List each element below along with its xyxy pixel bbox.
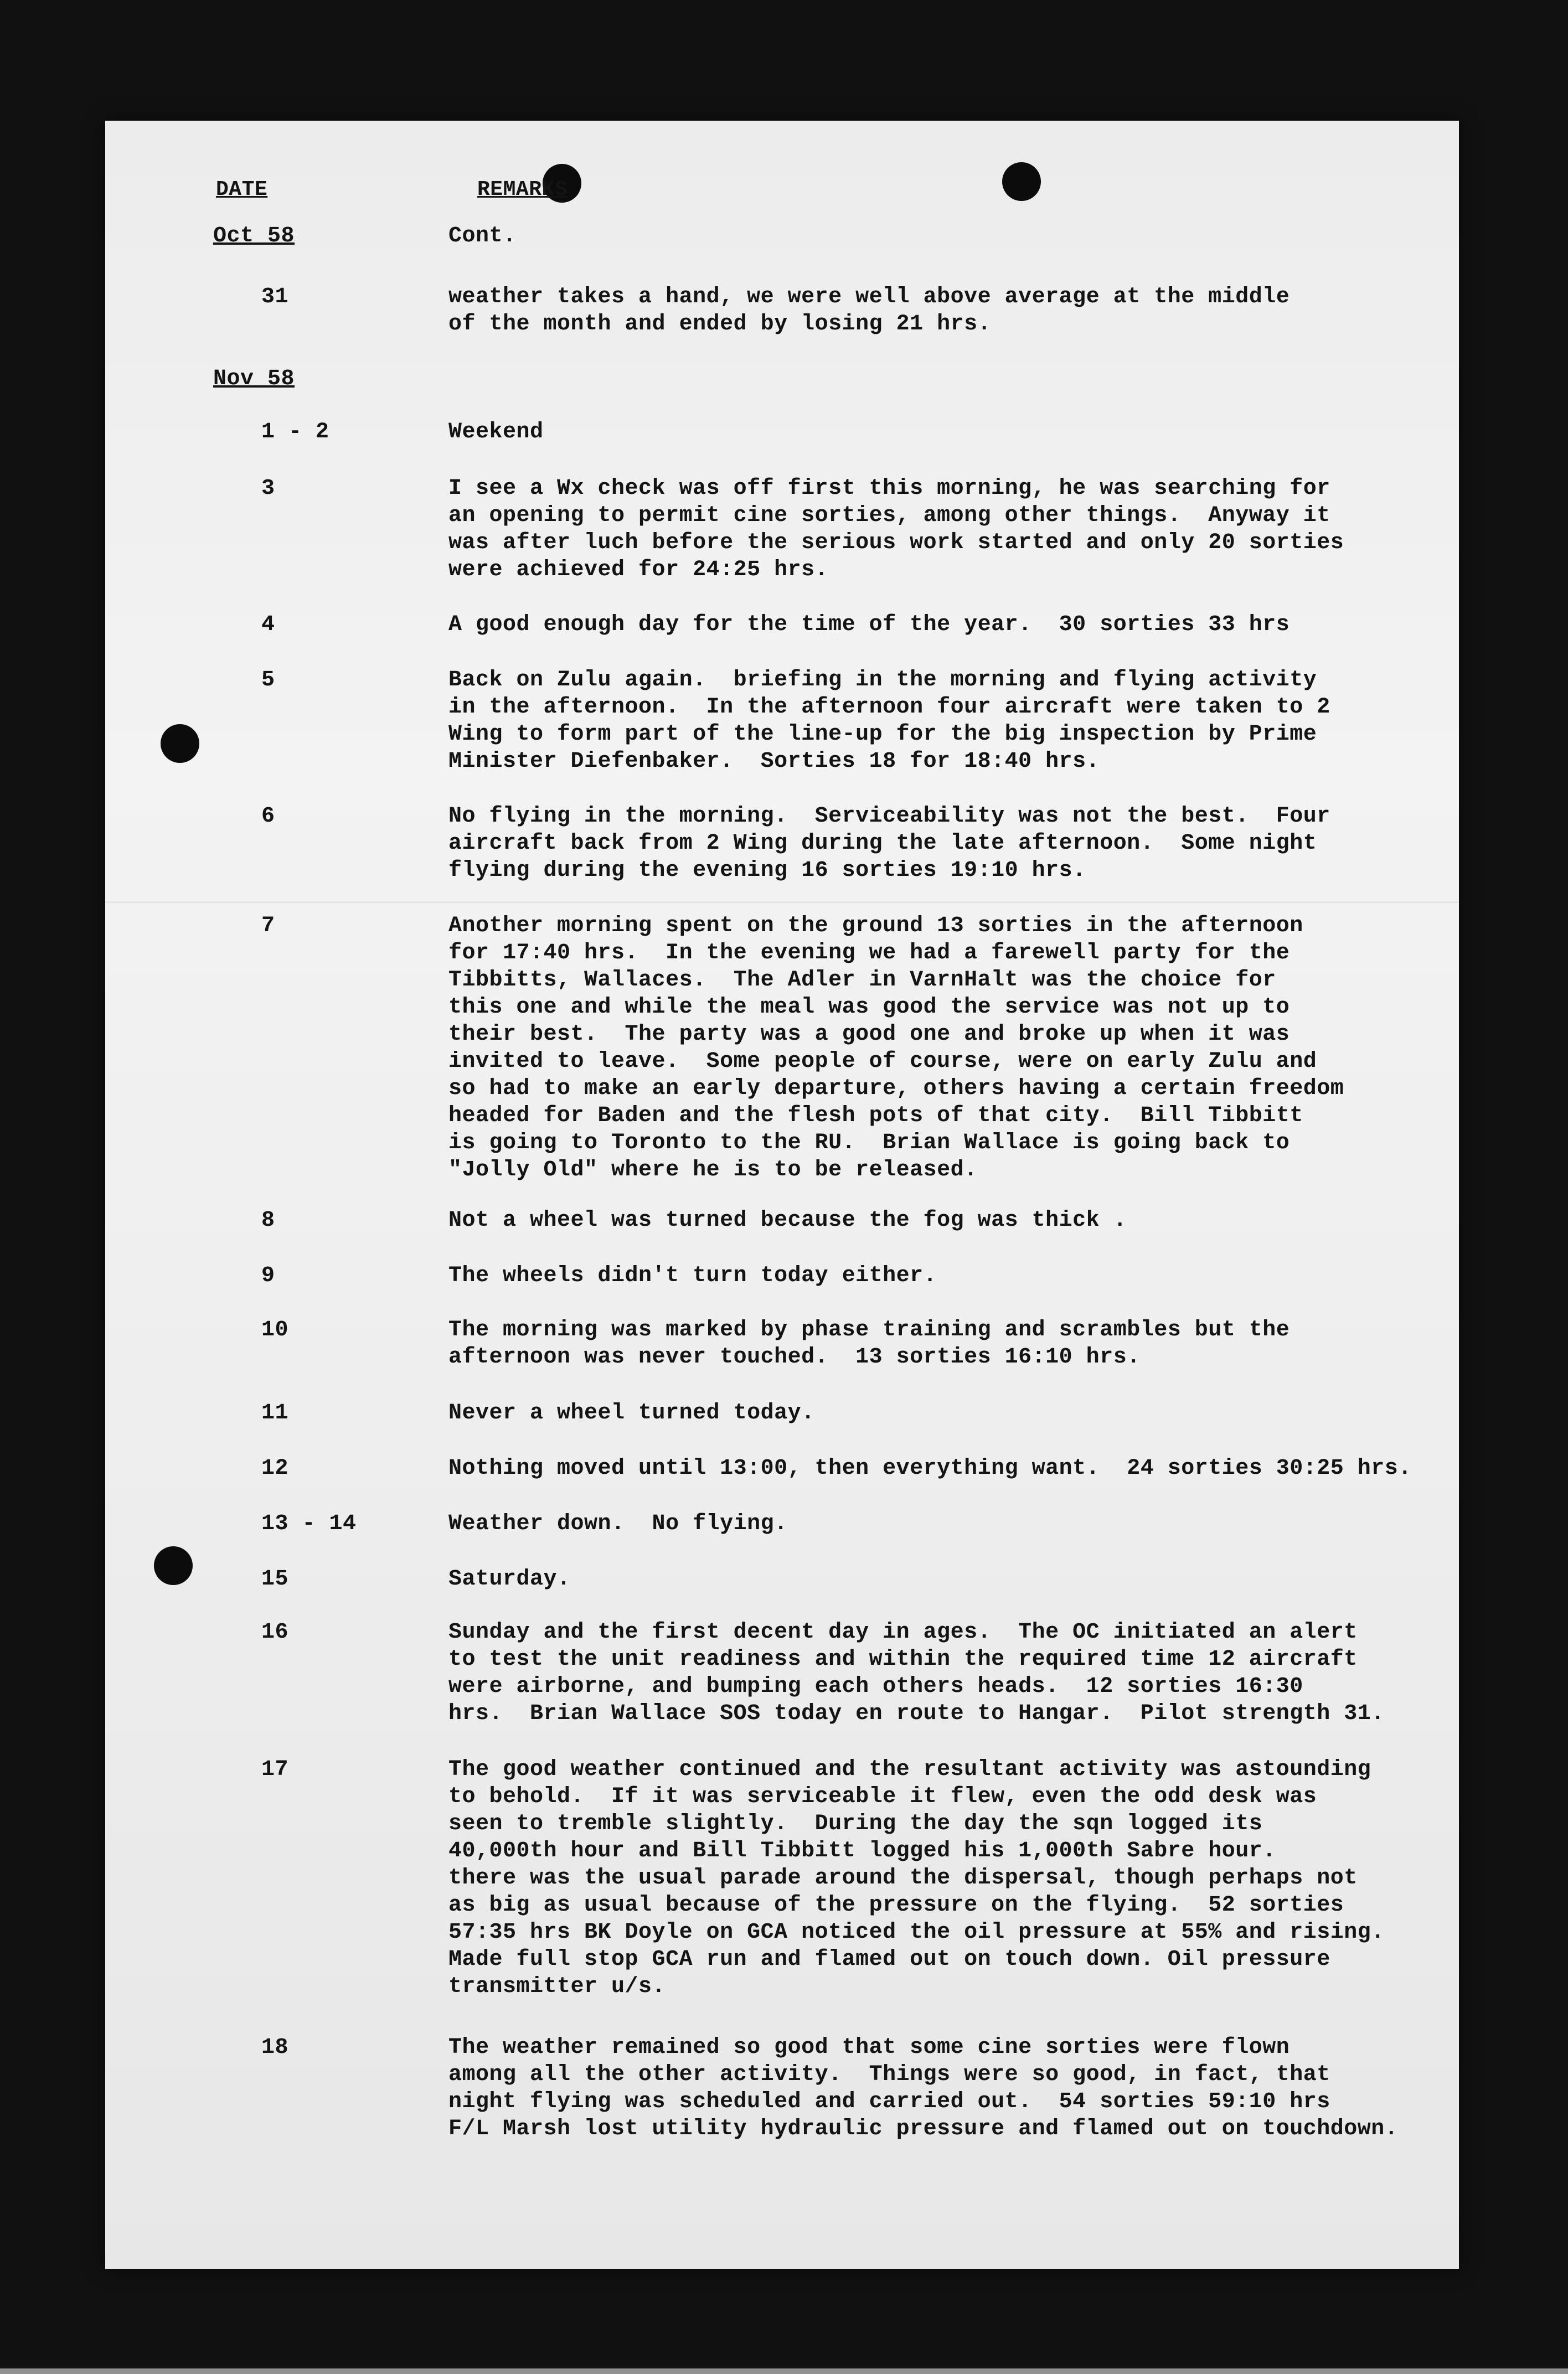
- entry-date: 12: [261, 1456, 289, 1481]
- entry-remark: A good enough day for the time of the year. 30 sorties 33 hrs: [448, 612, 1290, 637]
- entry-remark: Back on Zulu again. briefing in the morning and flying activity in the afternoon. In the afternoon four aircraft were taken to 2 Wing to form part of the line-up for the big inspection by Prime Minister Diefenbaker. Sorties 18 for 18:40 hrs.: [448, 668, 1330, 774]
- entry-date: 16: [261, 1620, 289, 1645]
- entry-date: 3: [261, 476, 275, 501]
- entry-date: 11: [261, 1401, 289, 1426]
- entry-remark: Weather down. No flying.: [448, 1511, 788, 1536]
- entry-remark: Never a wheel turned today.: [448, 1401, 815, 1426]
- document-page: [105, 121, 1459, 2269]
- entry-remark: weather takes a hand, we were well above average at the middle of the month and ended by losing 21 hrs.: [448, 285, 1290, 337]
- entry-remark: Sunday and the first decent day in ages. The OC initiated an alert to test the unit readiness and within the required time 12 aircraft were airborne, and bumping each others heads. 12 sorties 16:30 hrs. Brian Wallace SOS today en route to Hangar. Pilot strength 31.: [448, 1620, 1385, 1726]
- punch-hole: [154, 1546, 193, 1585]
- entry-remark: Another morning spent on the ground 13 sorties in the afternoon for 17:40 hrs. In the evening we had a farewell party for the Tibbitts, Wallaces. The Adler in VarnHalt was the choice for this one and while the meal was good the service was not up to their best. The party was a good one and broke up when it was invited to leave. Some people of course, were on early Zulu and so had to make an early departure, others having a certain freedom headed for Baden and the flesh pots of that city. Bill Tibbitt is going to Toronto to the RU. Brian Wallace is going back to "Jolly Old" where he is to be released.: [448, 914, 1344, 1183]
- entry-remark: The wheels didn't turn today either.: [448, 1263, 937, 1288]
- month-heading: Oct 58: [213, 224, 295, 249]
- paper-fold: [105, 901, 1459, 903]
- entry-date: 1 - 2: [261, 420, 329, 445]
- entry-date: 8: [261, 1208, 275, 1233]
- entry-remark: Weekend: [448, 420, 544, 445]
- entry-date: 13 - 14: [261, 1511, 357, 1536]
- date-column-header: DATE: [216, 178, 268, 202]
- entry-remark: The good weather continued and the resultant activity was astounding to behold. If it was serviceable it flew, even the odd desk was seen to tremble slightly. During the day the sqn logged its 40,000th hour and Bill Tibbitt logged his 1,000th Sabre hour. there was the usual parade around the dispersal, though perhaps not as big as usual because of the pressure on the flying. 52 sorties 57:35 hrs BK Doyle on GCA noticed the oil pressure at 55% and rising. Made full stop GCA run and flamed out on touch down. Oil pressure transmitter u/s.: [448, 1757, 1385, 1999]
- entry-date: 31: [261, 285, 289, 309]
- entry-date: 9: [261, 1263, 275, 1288]
- punch-hole: [1002, 162, 1041, 201]
- entry-date: 4: [261, 612, 275, 637]
- month-heading: Nov 58: [213, 367, 295, 391]
- entry-remark: The weather remained so good that some cine sorties were flown among all the other activity. Things were so good, in fact, that night flying was scheduled and carried out. 54 sorties 59:10 hrs F/L Marsh lost utility hydraulic pressure and flamed out on touchdown.: [448, 2035, 1399, 2141]
- entry-date: 10: [261, 1318, 289, 1343]
- entry-date: 6: [261, 804, 275, 829]
- punch-hole: [161, 724, 199, 763]
- entry-date: 7: [261, 914, 275, 938]
- entry-date: 18: [261, 2035, 289, 2060]
- entry-date: 5: [261, 668, 275, 693]
- continued-label: Cont.: [448, 224, 517, 249]
- entry-remark: No flying in the morning. Serviceability was not the best. Four aircraft back from 2 Wing during the late afternoon. Some night flying during the evening 16 sorties 19:10 hrs.: [448, 804, 1330, 883]
- remarks-column-header: REMARKS: [477, 178, 568, 202]
- entry-remark: Not a wheel was turned because the fog was thick .: [448, 1208, 1127, 1233]
- entry-remark: I see a Wx check was off first this morning, he was searching for an opening to permit cine sorties, among other things. Anyway it was after luch before the serious work started and only 20 sorties were achieved for 24:25 hrs.: [448, 476, 1344, 582]
- film-frame-edge: [0, 2368, 1568, 2374]
- entry-remark: Saturday.: [448, 1567, 571, 1592]
- entry-remark: The morning was marked by phase training and scrambles but the afternoon was never touched. 13 sorties 16:10 hrs.: [448, 1318, 1290, 1370]
- entry-date: 17: [261, 1757, 289, 1782]
- entry-remark: Nothing moved until 13:00, then everything want. 24 sorties 30:25 hrs.: [448, 1456, 1412, 1481]
- entry-date: 15: [261, 1567, 289, 1592]
